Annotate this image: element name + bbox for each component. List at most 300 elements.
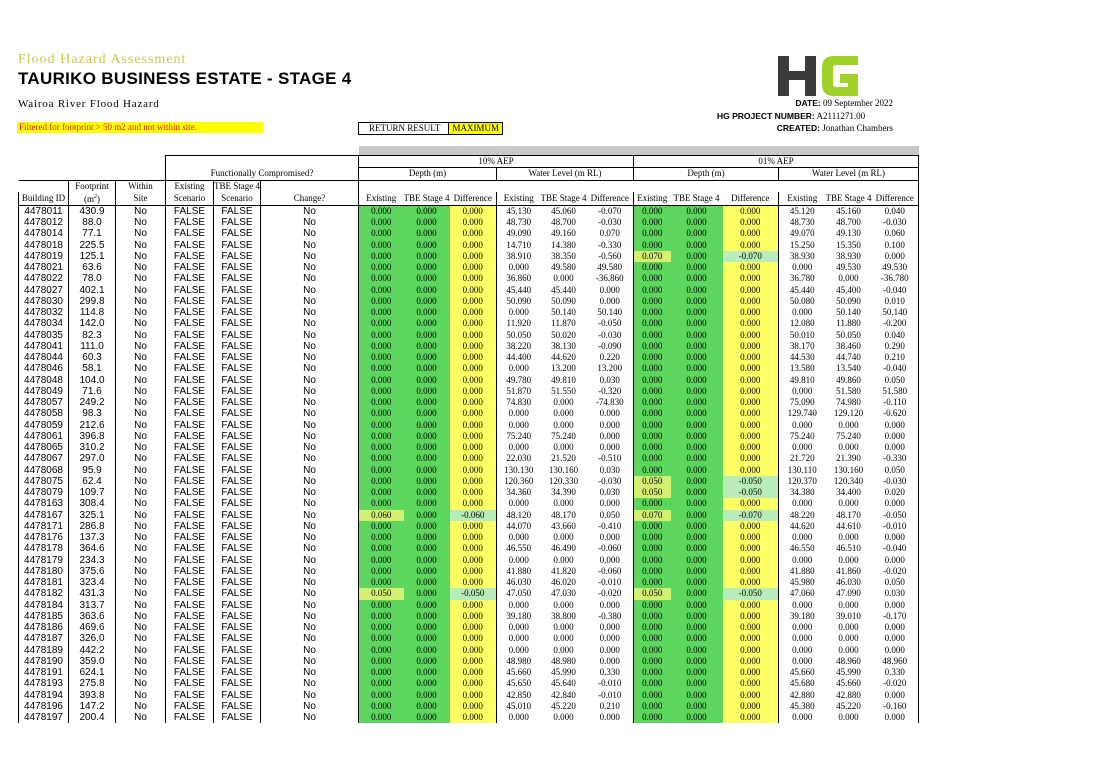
table-cell: 15.350 xyxy=(836,239,861,250)
table-cell: 0.000 xyxy=(779,600,826,611)
created-label: CREATED: xyxy=(776,123,821,133)
table-row xyxy=(19,555,919,566)
table-cell: 0.000 xyxy=(872,442,919,453)
table-cell: FALSE xyxy=(214,318,261,329)
table-cell: 0.060 xyxy=(359,510,404,521)
table-cell: 41.820 xyxy=(551,565,576,576)
table-cell: 0.000 xyxy=(723,712,779,723)
table-cell: -0.070 xyxy=(723,251,779,262)
table-cell: 4478079 xyxy=(19,487,69,498)
table-cell: 0.000 xyxy=(450,611,497,622)
table-cell: FALSE xyxy=(214,431,261,442)
table-cell: 0.000 xyxy=(634,701,671,712)
table-cell: No xyxy=(116,521,166,532)
table-cell: 0.000 xyxy=(359,656,404,667)
table-cell: 142.0 xyxy=(69,318,116,329)
table-cell: 0.000 xyxy=(634,622,671,633)
table-cell: 130.110 xyxy=(779,465,826,476)
table-cell: 326.0 xyxy=(69,633,116,644)
table-cell: 0.000 xyxy=(723,408,779,419)
table-cell: 0.000 xyxy=(497,307,541,318)
table-cell: FALSE xyxy=(166,600,214,611)
table-cell: 44.400 xyxy=(497,352,541,363)
table-cell: 0.000 xyxy=(634,386,671,397)
table-cell: 0.000 xyxy=(872,645,919,656)
table-cell: 0.000 xyxy=(553,554,574,565)
table-cell: 0.000 xyxy=(359,521,404,532)
table-cell: 0.000 xyxy=(671,408,723,419)
table-cell: 0.000 xyxy=(723,217,779,228)
table-cell: 46.550 xyxy=(497,543,541,554)
table-cell: 0.000 xyxy=(359,251,404,262)
table-cell: 0.000 xyxy=(671,262,723,273)
table-cell: 0.000 xyxy=(779,442,826,453)
table-cell: 0.000 xyxy=(634,532,671,543)
table-cell: 4478044 xyxy=(19,352,69,363)
table-cell: FALSE xyxy=(166,690,214,701)
table-cell: 48.120 xyxy=(497,510,541,521)
table-cell: 0.000 xyxy=(450,352,497,363)
table-cell: 4478065 xyxy=(19,442,69,453)
table-cell: FALSE xyxy=(166,363,214,374)
table-cell: 82.3 xyxy=(69,330,116,341)
table-cell: No xyxy=(261,656,359,667)
table-cell: 0.000 xyxy=(671,341,723,352)
table-cell: 0.000 xyxy=(671,701,723,712)
table-row xyxy=(19,431,919,442)
table-cell: 0.000 xyxy=(404,431,450,442)
table-cell: 0.000 xyxy=(671,251,723,262)
table-cell: 212.6 xyxy=(69,420,116,431)
table-cell: 0.020 xyxy=(872,487,919,498)
table-cell: 0.000 xyxy=(450,307,497,318)
table-cell: No xyxy=(261,228,359,239)
table-cell: 310.2 xyxy=(69,442,116,453)
table-cell: FALSE xyxy=(166,476,214,487)
table-cell: 0.000 xyxy=(404,645,450,656)
table-cell: 0.000 xyxy=(671,330,723,341)
table-cell: No xyxy=(116,228,166,239)
table-cell: 41.880 xyxy=(779,566,826,577)
table-cell: 14.380 xyxy=(551,239,576,250)
table-cell: 0.000 xyxy=(671,375,723,386)
table-cell: 4478018 xyxy=(19,240,69,251)
table-cell: 0.000 xyxy=(599,442,620,453)
table-cell: 0.000 xyxy=(404,205,450,217)
table-cell: 46.490 xyxy=(551,543,576,554)
table-cell: 0.000 xyxy=(599,430,620,441)
table-cell: No xyxy=(261,296,359,307)
table-cell: 0.000 xyxy=(450,476,497,487)
table-cell: 375.6 xyxy=(69,566,116,577)
table-cell: 0.000 xyxy=(872,251,919,262)
table-cell: No xyxy=(116,330,166,341)
table-cell: 45.650 xyxy=(497,678,541,689)
table-cell: FALSE xyxy=(214,476,261,487)
table-cell: 51.580 xyxy=(872,386,919,397)
table-cell: 0.000 xyxy=(404,510,450,521)
table-cell: 0.000 xyxy=(450,678,497,689)
table-cell: FALSE xyxy=(214,285,261,296)
table-cell: 0.000 xyxy=(671,228,723,239)
table-cell: FALSE xyxy=(214,656,261,667)
table-cell: 0.000 xyxy=(359,667,404,678)
table-cell: 49.860 xyxy=(836,374,861,385)
table-cell: -0.050 xyxy=(598,318,622,329)
table-cell: 4478027 xyxy=(19,285,69,296)
table-cell: 120.340 xyxy=(833,475,864,486)
table-cell: 0.220 xyxy=(599,352,620,363)
table-cell: 0.000 xyxy=(634,555,671,566)
table-cell: 0.000 xyxy=(872,633,919,644)
table-cell: 0.000 xyxy=(723,205,779,217)
table-cell: 0.000 xyxy=(599,622,620,633)
table-cell: No xyxy=(261,588,359,599)
table-row xyxy=(19,487,919,498)
table-cell: 0.000 xyxy=(599,554,620,565)
table-cell: FALSE xyxy=(214,352,261,363)
table-cell: No xyxy=(116,600,166,611)
table-cell: No xyxy=(261,555,359,566)
table-row xyxy=(19,690,919,701)
table-cell: 4478184 xyxy=(19,600,69,611)
col-depth01-diff: Difference xyxy=(723,192,779,206)
table-cell: 0.000 xyxy=(599,655,620,666)
table-cell: 38.350 xyxy=(551,250,576,261)
table-cell: 4478068 xyxy=(19,465,69,476)
table-cell: 0.000 xyxy=(671,521,723,532)
table-cell: 38.930 xyxy=(779,251,826,262)
table-cell: FALSE xyxy=(214,498,261,509)
table-cell: 0.000 xyxy=(359,498,404,509)
table-cell: FALSE xyxy=(214,296,261,307)
table-cell: 0.000 xyxy=(359,397,404,408)
table-cell: 0.000 xyxy=(359,678,404,689)
table-cell: No xyxy=(261,285,359,296)
table-cell: 42.850 xyxy=(497,690,541,701)
table-cell: No xyxy=(116,453,166,464)
table-cell: 0.000 xyxy=(634,453,671,464)
table-cell: 4478014 xyxy=(19,228,69,239)
table-cell: FALSE xyxy=(214,228,261,239)
table-cell: 0.000 xyxy=(671,645,723,656)
table-row xyxy=(19,498,919,509)
table-cell: 0.000 xyxy=(723,285,779,296)
table-cell: -0.030 xyxy=(598,475,622,486)
table-cell: No xyxy=(261,408,359,419)
table-cell: FALSE xyxy=(214,375,261,386)
table-cell: 4478048 xyxy=(19,375,69,386)
table-cell: 48.960 xyxy=(836,655,861,666)
table-cell: 0.000 xyxy=(671,273,723,284)
table-cell: -0.050 xyxy=(723,487,779,498)
table-cell: 0.000 xyxy=(450,690,497,701)
table-cell: 0.000 xyxy=(671,442,723,453)
table-cell: 0.000 xyxy=(359,307,404,318)
table-cell: 12.080 xyxy=(779,318,826,329)
table-cell: 98.3 xyxy=(69,408,116,419)
table-cell: 0.000 xyxy=(404,296,450,307)
table-cell: 225.5 xyxy=(69,240,116,251)
table-cell: FALSE xyxy=(166,498,214,509)
table-cell: 0.000 xyxy=(634,521,671,532)
return-result-box xyxy=(358,122,503,135)
table-cell: No xyxy=(261,521,359,532)
table-cell: 4478176 xyxy=(19,532,69,543)
table-cell: 0.000 xyxy=(779,555,826,566)
table-cell: -0.030 xyxy=(872,476,919,487)
table-cell: 0.000 xyxy=(779,532,826,543)
table-cell: FALSE xyxy=(166,240,214,251)
table-cell: 44.620 xyxy=(551,352,576,363)
table-cell: 50.090 xyxy=(551,295,576,306)
table-cell: 0.000 xyxy=(671,600,723,611)
table-cell: No xyxy=(261,465,359,476)
table-cell: 0.000 xyxy=(723,453,779,464)
table-cell: 0.000 xyxy=(450,701,497,712)
table-cell: 0.000 xyxy=(634,656,671,667)
table-cell: 95.9 xyxy=(69,465,116,476)
table-cell: 0.000 xyxy=(634,442,671,453)
table-cell: No xyxy=(116,375,166,386)
table-cell: No xyxy=(261,476,359,487)
table-cell: FALSE xyxy=(214,577,261,588)
table-cell: 50.140 xyxy=(872,307,919,318)
table-cell: 4478190 xyxy=(19,656,69,667)
col-within: Within xyxy=(116,180,166,192)
table-cell: 0.000 xyxy=(359,420,404,431)
table-cell: FALSE xyxy=(166,465,214,476)
table-cell: 44.740 xyxy=(836,352,861,363)
table-cell: FALSE xyxy=(166,228,214,239)
group-01-aep: 01% AEP xyxy=(634,156,919,168)
table-cell: 104.0 xyxy=(69,375,116,386)
created-line xyxy=(777,123,893,133)
table-cell: 4478197 xyxy=(19,712,69,723)
table-cell: 45.130 xyxy=(497,205,541,217)
table-cell: 323.4 xyxy=(69,577,116,588)
table-cell: 0.000 xyxy=(723,431,779,442)
table-cell: 0.000 xyxy=(671,453,723,464)
table-cell: 0.000 xyxy=(359,408,404,419)
table-cell: 0.000 xyxy=(634,262,671,273)
table-cell: 47.060 xyxy=(779,588,826,599)
table-cell: 0.000 xyxy=(450,566,497,577)
table-cell: 45.060 xyxy=(551,205,576,216)
table-cell: No xyxy=(116,397,166,408)
table-cell: 0.000 xyxy=(723,690,779,701)
table-cell: 0.000 xyxy=(723,611,779,622)
table-cell: No xyxy=(261,667,359,678)
table-cell: 21.720 xyxy=(779,453,826,464)
table-cell: 4478057 xyxy=(19,397,69,408)
table-cell: 0.000 xyxy=(450,217,497,228)
table-cell: 0.000 xyxy=(634,498,671,509)
table-cell: 0.000 xyxy=(359,341,404,352)
table-cell: 58.1 xyxy=(69,363,116,374)
table-cell: 0.000 xyxy=(404,251,450,262)
col-scenario-existing: Scenario xyxy=(166,192,214,206)
table-cell: 0.000 xyxy=(553,622,574,633)
table-cell: 0.000 xyxy=(671,622,723,633)
table-cell: 50.080 xyxy=(779,296,826,307)
table-cell: 0.000 xyxy=(450,543,497,554)
table-cell: 39.180 xyxy=(779,611,826,622)
table-cell: 0.000 xyxy=(671,678,723,689)
table-row xyxy=(19,532,919,543)
table-cell: 49.810 xyxy=(551,374,576,385)
table-cell: 0.000 xyxy=(634,600,671,611)
table-cell: 44.070 xyxy=(497,521,541,532)
table-cell: 0.000 xyxy=(671,690,723,701)
table-cell: No xyxy=(116,386,166,397)
table-cell: 0.030 xyxy=(599,464,620,475)
table-row xyxy=(19,397,919,408)
col-footprint-unit: $(m^2)$ xyxy=(69,192,116,206)
hg-logo xyxy=(776,54,860,98)
table-cell: No xyxy=(116,318,166,329)
table-cell: 0.290 xyxy=(872,341,919,352)
table-cell: 0.000 xyxy=(497,622,541,633)
table-cell: 49.130 xyxy=(836,228,861,239)
table-cell: 0.000 xyxy=(553,419,574,430)
table-cell: 44.530 xyxy=(779,352,826,363)
table-cell: 45.660 xyxy=(779,667,826,678)
table-cell: FALSE xyxy=(214,240,261,251)
table-cell: FALSE xyxy=(214,487,261,498)
table-cell: 0.000 xyxy=(450,633,497,644)
table-cell: 0.050 xyxy=(634,487,671,498)
table-cell: 0.000 xyxy=(723,701,779,712)
table-cell: 0.000 xyxy=(634,690,671,701)
table-cell: 0.000 xyxy=(450,442,497,453)
table-cell: 0.000 xyxy=(723,228,779,239)
table-cell: -0.620 xyxy=(872,408,919,419)
table-cell: FALSE xyxy=(214,712,261,723)
created-value: Jonathan Chambers xyxy=(822,123,893,133)
table-cell: No xyxy=(261,442,359,453)
table-cell: FALSE xyxy=(166,307,214,318)
table-row xyxy=(19,622,919,633)
table-cell: 234.3 xyxy=(69,555,116,566)
table-row xyxy=(19,566,919,577)
table-cell: 0.000 xyxy=(404,678,450,689)
table-cell: No xyxy=(116,442,166,453)
table-cell: 0.000 xyxy=(723,386,779,397)
table-cell: 0.000 xyxy=(497,408,541,419)
table-cell: 0.000 xyxy=(359,465,404,476)
table-cell: 43.660 xyxy=(551,520,576,531)
table-cell: 0.000 xyxy=(359,228,404,239)
col-depth10-tbe: TBE Stage 4 xyxy=(404,192,450,206)
table-cell: 44.620 xyxy=(779,521,826,532)
table-cell: 0.000 xyxy=(599,644,620,655)
table-cell: 45.680 xyxy=(779,678,826,689)
table-cell: 4478187 xyxy=(19,633,69,644)
table-cell: 0.000 xyxy=(671,363,723,374)
table-row xyxy=(19,296,919,307)
table-cell: FALSE xyxy=(214,465,261,476)
project-value: A2111271.00 xyxy=(816,111,866,121)
table-cell: 0.000 xyxy=(359,487,404,498)
table-cell: FALSE xyxy=(214,645,261,656)
table-cell: 50.050 xyxy=(836,329,861,340)
table-cell: No xyxy=(116,678,166,689)
table-cell: 0.000 xyxy=(671,555,723,566)
table-cell: 4478182 xyxy=(19,588,69,599)
table-cell: 130.160 xyxy=(833,464,864,475)
table-cell: 0.000 xyxy=(404,476,450,487)
table-cell: 0.000 xyxy=(634,363,671,374)
table-cell: 0.000 xyxy=(634,330,671,341)
table-cell: 0.000 xyxy=(838,554,859,565)
table-cell: FALSE xyxy=(214,521,261,532)
table-cell: -0.030 xyxy=(598,329,622,340)
table-cell: 0.000 xyxy=(450,487,497,498)
table-cell: -0.060 xyxy=(598,565,622,576)
col-existing: Existing xyxy=(166,180,214,192)
table-cell: 0.000 xyxy=(404,701,450,712)
table-cell: No xyxy=(116,285,166,296)
table-cell: 49.530 xyxy=(872,262,919,273)
table-cell: 0.000 xyxy=(779,307,826,318)
table-cell: -0.040 xyxy=(872,363,919,374)
table-cell: 49.580 xyxy=(551,262,576,273)
table-cell: 0.000 xyxy=(450,341,497,352)
table-cell: No xyxy=(116,566,166,577)
table-row xyxy=(19,577,919,588)
table-cell: 0.000 xyxy=(553,644,574,655)
table-cell: 0.000 xyxy=(599,408,620,419)
table-cell: 0.000 xyxy=(404,667,450,678)
table-cell: 0.000 xyxy=(634,577,671,588)
table-row xyxy=(19,656,919,667)
table-cell: -0.410 xyxy=(598,520,622,531)
table-cell: 0.000 xyxy=(634,633,671,644)
table-cell: 0.000 xyxy=(634,285,671,296)
table-cell: No xyxy=(116,690,166,701)
table-cell: 0.000 xyxy=(634,712,671,723)
table-cell: 120.330 xyxy=(548,475,579,486)
table-cell: 71.6 xyxy=(69,386,116,397)
table-cell: 0.000 xyxy=(599,532,620,543)
table-cell: 50.140 xyxy=(836,307,861,318)
table-cell: 0.000 xyxy=(359,476,404,487)
table-cell: No xyxy=(261,453,359,464)
table-cell: 0.000 xyxy=(723,577,779,588)
table-cell: FALSE xyxy=(214,701,261,712)
table-cell: 15.250 xyxy=(779,240,826,251)
table-cell: 46.030 xyxy=(836,577,861,588)
table-cell: 0.000 xyxy=(838,644,859,655)
table-cell: 0.000 xyxy=(838,712,859,723)
table-cell: FALSE xyxy=(214,420,261,431)
table-cell: 49.090 xyxy=(497,228,541,239)
table-cell: 0.000 xyxy=(779,633,826,644)
table-cell: FALSE xyxy=(166,285,214,296)
table-cell: 48.700 xyxy=(551,217,576,228)
table-cell: 0.000 xyxy=(450,420,497,431)
table-cell: 48.730 xyxy=(779,217,826,228)
table-cell: 0.000 xyxy=(359,431,404,442)
table-cell: 0.000 xyxy=(359,386,404,397)
table-cell: No xyxy=(261,712,359,723)
table-cell: 0.000 xyxy=(723,420,779,431)
table-cell: 50.090 xyxy=(497,296,541,307)
table-cell: -0.200 xyxy=(872,318,919,329)
table-cell: 0.070 xyxy=(634,251,671,262)
table-row xyxy=(19,420,919,431)
